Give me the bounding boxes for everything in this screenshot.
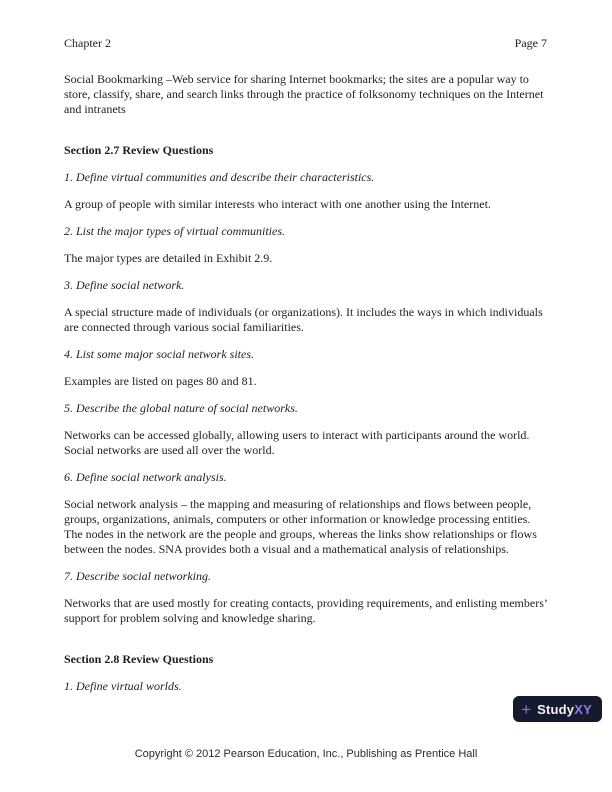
intro-paragraph: Social Bookmarking –Web service for sharing Internet bookmarks; the sites are a popular way to store, classify, share, and search links through the practice of folksonomy techniques on the Internet and intranets (64, 72, 544, 116)
answer-2-7-1: A group of people with similar interests who interact with one another using the Internet. (64, 197, 491, 211)
answer-2-7-7: Networks that are used mostly for creating contacts, providing requirements, and enlisting members’ support for problem solving and knowledge sharing. (64, 596, 547, 625)
answer-2-7-5: Networks can be accessed globally, allowing users to interact with participants around the world. Social networks are used all over the world. (64, 428, 530, 457)
section-heading-2-7: Section 2.7 Review Questions (64, 143, 214, 157)
studyxy-badge[interactable] (513, 696, 602, 722)
answer-2-7-3: A special structure made of individuals (or organizations). It includes the ways in which individuals are connected through various social familiarities. (64, 305, 543, 334)
section-heading-2-8: Section 2.8 Review Questions (64, 652, 214, 666)
question-2-7-3: 3. Define social network. (64, 278, 185, 292)
studyxy-logo-primary: Study (537, 701, 575, 717)
question-2-8-1: 1. Define virtual worlds. (64, 679, 182, 693)
page-header (64, 36, 547, 51)
studyxy-logo-text (537, 702, 592, 717)
answer-2-7-4: Examples are listed on pages 80 and 81. (64, 374, 257, 388)
question-2-7-4: 4. List some major social network sites. (64, 347, 255, 361)
question-2-7-7: 7. Describe social networking. (64, 569, 211, 583)
header-chapter-label: Chapter 2 (64, 36, 111, 50)
answer-2-7-6: Social network analysis – the mapping and measuring of relationships and flows between people, groups, organizations, animals, computers or other information or knowledge processing entities. The nodes in the network are the people and groups, whereas the links show relationships or flows between the nodes. SNA provides both a visual and a mathematical analysis of relationships. (64, 497, 537, 556)
question-2-7-1: 1. Define virtual communities and describe their characteristics. (64, 170, 375, 184)
question-2-7-6: 6. Define social network analysis. (64, 470, 227, 484)
studyxy-logo-accent: XY (574, 701, 592, 717)
plus-icon: + (521, 699, 532, 719)
question-2-7-5: 5. Describe the global nature of social networks. (64, 401, 298, 415)
header-page-number: Page 7 (514, 36, 547, 50)
copyright-footer: Copyright © 2012 Pearson Education, Inc., Publishing as Prentice Hall (134, 748, 478, 760)
answer-2-7-2: The major types are detailed in Exhibit 2.9. (64, 251, 273, 265)
question-2-7-2: 2. List the major types of virtual communities. (64, 224, 285, 238)
